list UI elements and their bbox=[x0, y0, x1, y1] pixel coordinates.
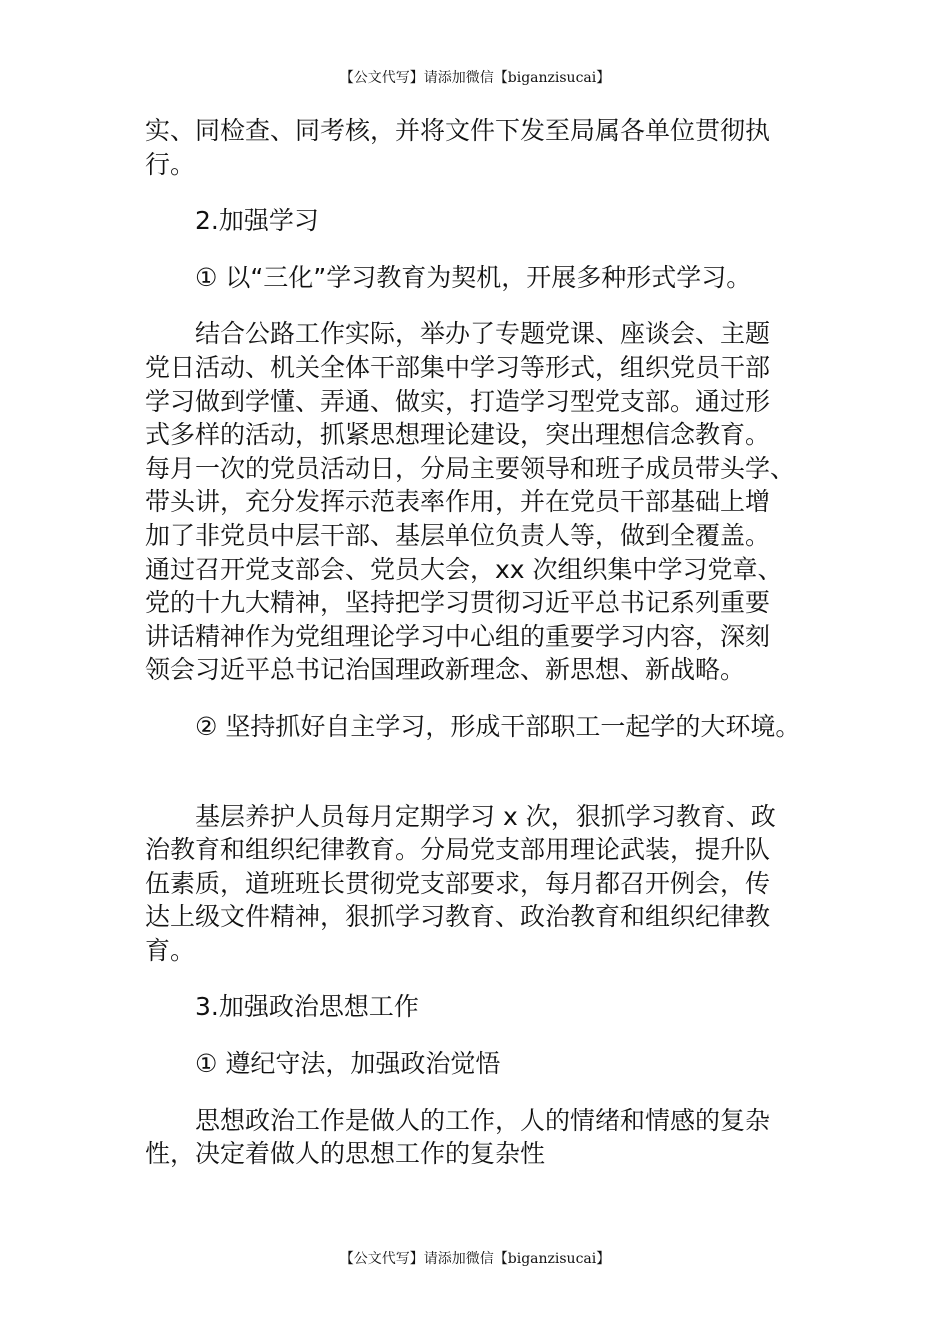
paragraph-line: 育。 bbox=[145, 935, 196, 965]
paragraph-line: 行。 bbox=[145, 149, 196, 179]
paragraph-line: 讲话精神作为党组理论学习中心组的重要学习内容，深刻 bbox=[145, 621, 771, 651]
paragraph-line: 学习做到学懂、弄通、做实，打造学习型党支部。通过形 bbox=[145, 386, 771, 416]
paragraph-1 bbox=[145, 114, 805, 181]
section-heading-2: 2.加强学习 bbox=[195, 206, 319, 236]
paragraph-line: 实、同检查、同考核，并将文件下发至局属各单位贯彻执 bbox=[145, 116, 771, 145]
paragraph-line: 思想政治工作是做人的工作，人的情绪和情感的复杂 bbox=[195, 1105, 771, 1135]
paragraph-line: 性，决定着做人的思想工作的复杂性 bbox=[145, 1139, 546, 1169]
paragraph-line: 治教育和组织纪律教育。分局党支部用理论武装，提升队 bbox=[145, 835, 771, 865]
paragraph-line: 每月一次的党员活动日，分局主要领导和班子成员带头学、 bbox=[145, 453, 796, 483]
paragraph-line: 通过召开党支部会、党员大会，xx 次组织集中学习党章、 bbox=[145, 554, 783, 584]
paragraph-line: 带头讲，充分发挥示范表率作用，并在党员干部基础上增 bbox=[145, 487, 771, 517]
subheading-2: ② 坚持抓好自主学习，形成干部职工一起学的大环境。 bbox=[195, 711, 801, 741]
paragraph-line: 式多样的活动，抓紧思想理论建设，突出理想信念教育。 bbox=[145, 420, 771, 450]
page-footer-watermark: 【公文代写】请添加微信【biganzisucai】 bbox=[339, 1251, 611, 1267]
document-body bbox=[145, 114, 805, 1171]
paragraph-2 bbox=[145, 317, 805, 687]
paragraph-line: 达上级文件精神，狠抓学习教育、政治教育和组织纪律教 bbox=[145, 902, 771, 932]
subheading-1: ① 以“三化”学习教育为契机，开展多种形式学习。 bbox=[195, 262, 752, 292]
paragraph-4 bbox=[145, 1104, 805, 1171]
paragraph-line: 党日活动、机关全体干部集中学习等形式，组织党员干部 bbox=[145, 352, 771, 382]
section-heading-3: 3.加强政治思想工作 bbox=[195, 992, 419, 1022]
page-header-watermark: 【公文代写】请添加微信【biganzisucai】 bbox=[339, 70, 611, 86]
paragraph-line: 党的十九大精神，坚持把学习贯彻习近平总书记系列重要 bbox=[145, 588, 771, 618]
paragraph-line: 基层养护人员每月定期学习 x 次，狠抓学习教育、政 bbox=[195, 801, 776, 831]
paragraph-line: 领会习近平总书记治国理政新理念、新思想、新战略。 bbox=[145, 655, 746, 685]
paragraph-3 bbox=[145, 800, 805, 968]
paragraph-line: 伍素质，道班班长贯彻党支部要求，每月都召开例会，传 bbox=[145, 868, 771, 898]
paragraph-line: 结合公路工作实际，举办了专题党课、座谈会、主题 bbox=[195, 319, 771, 349]
paragraph-line: 加了非党员中层干部、基层单位负责人等，做到全覆盖。 bbox=[145, 520, 771, 550]
subheading-3: ① 遵纪守法，加强政治觉悟 bbox=[195, 1049, 501, 1079]
